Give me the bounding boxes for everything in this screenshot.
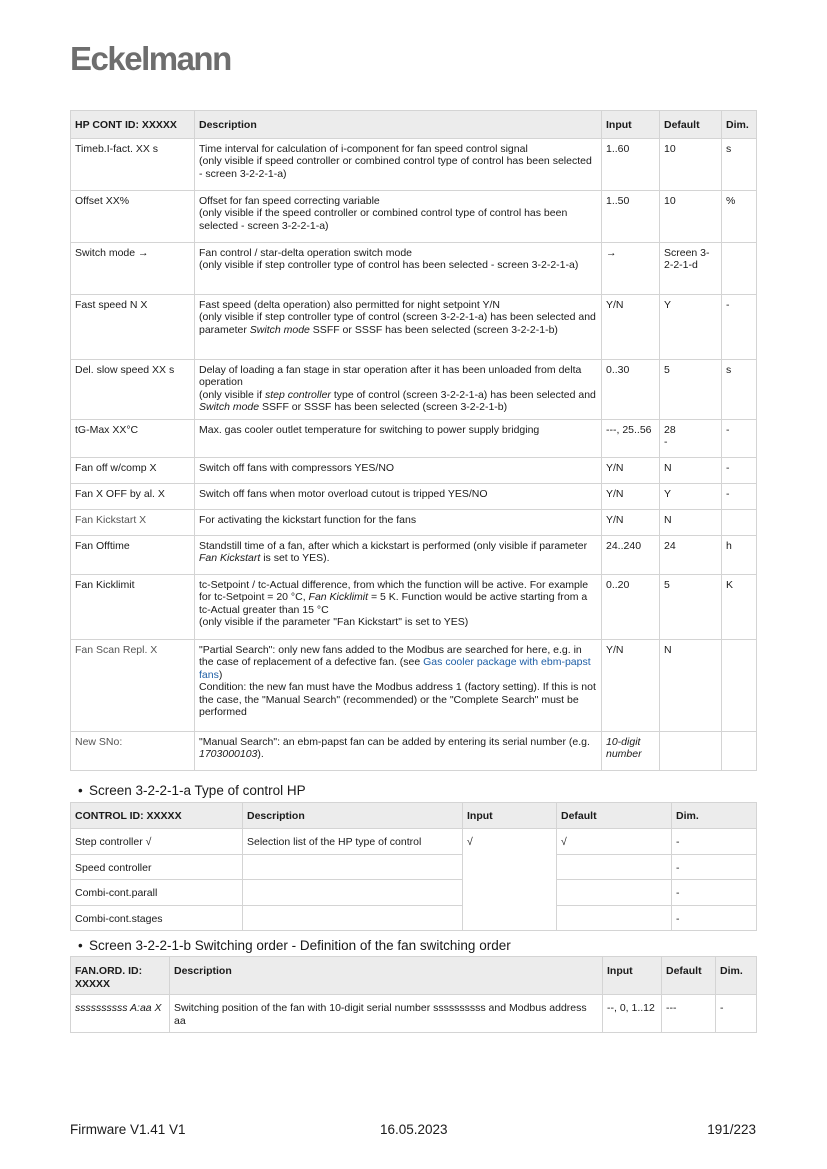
control-type-table	[70, 802, 757, 931]
description-cell: Max. gas cooler outlet temperature for switching to power supply bridging	[195, 419, 602, 457]
table-row	[71, 731, 757, 770]
dim-cell: -	[722, 457, 757, 483]
description-cell: Time interval for calculation of i-component for fan speed control signal (only visible if speed controller or combined control type of control has been selected - screen 3-2-2-1-a)	[195, 138, 602, 190]
dim-cell: -	[672, 880, 757, 906]
default-cell: √	[557, 829, 672, 855]
input-cell: 24..240	[602, 535, 660, 574]
dim-cell	[722, 731, 757, 770]
param-cell: ssssssssss A:aa X	[71, 995, 170, 1033]
param-cell: Fan Scan Repl. X	[71, 639, 195, 731]
input-cell: Y/N	[602, 294, 660, 359]
default-cell: 24	[660, 535, 722, 574]
default-cell: Y	[660, 294, 722, 359]
header-default: Default	[557, 803, 672, 829]
header-id: HP CONT ID: XXXXX	[71, 111, 195, 139]
input-cell: 0..30	[602, 359, 660, 419]
dim-cell: -	[672, 905, 757, 931]
hp-cont-parameter-table	[70, 110, 757, 771]
dim-cell	[722, 509, 757, 535]
section-a-heading: • Screen 3-2-2-1-a Type of control HP	[78, 783, 306, 798]
input-cell: 1..60	[602, 138, 660, 190]
input-cell: Y/N	[602, 483, 660, 509]
dim-cell: h	[722, 535, 757, 574]
dim-cell: s	[722, 359, 757, 419]
default-cell: ---	[662, 995, 716, 1033]
param-cell: tG-Max XX°C	[71, 419, 195, 457]
table-row	[71, 483, 757, 509]
table-row	[71, 854, 757, 880]
param-cell: Fan Offtime	[71, 535, 195, 574]
default-cell	[557, 854, 672, 880]
param-cell: Combi-cont.parall	[71, 880, 243, 906]
header-default: Default	[662, 957, 716, 995]
dim-cell: -	[722, 294, 757, 359]
table-row	[71, 242, 757, 294]
param-cell: Combi-cont.stages	[71, 905, 243, 931]
input-cell: →	[602, 242, 660, 294]
dim-cell: K	[722, 574, 757, 639]
header-description: Description	[170, 957, 603, 995]
description-cell: Offset for fan speed correcting variable (only visible if the speed controller or combined control type of control has been selected - screen 3-2-2-1-a)	[195, 190, 602, 242]
description-cell	[243, 880, 463, 906]
param-cell: Fast speed N X	[71, 294, 195, 359]
header-id: FAN.ORD. ID: XXXXX	[71, 957, 170, 995]
footer-date: 16.05.2023	[380, 1122, 448, 1137]
table-row	[71, 138, 757, 190]
table-header-row	[71, 111, 757, 139]
param-cell: Fan off w/comp X	[71, 457, 195, 483]
param-cell: Fan Kickstart X	[71, 509, 195, 535]
default-cell: 10	[660, 138, 722, 190]
dim-cell	[722, 639, 757, 731]
header-description: Description	[195, 111, 602, 139]
default-cell	[557, 880, 672, 906]
table-header-row	[71, 803, 757, 829]
description-cell: Fast speed (delta operation) also permitted for night setpoint Y/N (only visible if step controller type of control (screen 3-2-2-1-a) has been selected and parameter Switch mode SSFF or SSSF has been selected (screen 3-2-2-1-b)	[195, 294, 602, 359]
default-cell: 10	[660, 190, 722, 242]
dim-cell: -	[722, 419, 757, 457]
description-cell: "Manual Search": an ebm-papst fan can be added by entering its serial number (e.g. 1703000103).	[195, 731, 602, 770]
description-cell: Switch off fans when motor overload cutout is tripped YES/NO	[195, 483, 602, 509]
default-cell: Y	[660, 483, 722, 509]
header-dim: Dim.	[716, 957, 757, 995]
table-row	[71, 880, 757, 906]
default-cell: Screen 3-2-2-1-d	[660, 242, 722, 294]
input-cell: --, 0, 1..12	[603, 995, 662, 1033]
param-cell: Switch mode →	[71, 242, 195, 294]
input-cell: 0..20	[602, 574, 660, 639]
default-cell: 5	[660, 574, 722, 639]
table-row	[71, 419, 757, 457]
header-id: CONTROL ID: XXXXX	[71, 803, 243, 829]
param-cell: Step controller √	[71, 829, 243, 855]
default-cell	[660, 731, 722, 770]
header-input: Input	[602, 111, 660, 139]
description-cell: "Partial Search": only new fans added to the Modbus are searched for here, e.g. in the case of replacement of a defective fan. (see Gas cooler package with ebm-papst fans) Condition: the new fan must have the Modbus address 1 (factory setting). If this is not the case, the "Manual Search" (recommended) or the "Complete Search" must be performed	[195, 639, 602, 731]
dim-cell: -	[672, 829, 757, 855]
eckelmann-logo: Eckelmann	[70, 40, 231, 77]
table-row	[71, 995, 757, 1033]
default-cell	[557, 905, 672, 931]
dim-cell: s	[722, 138, 757, 190]
param-cell: Timeb.I-fact. XX s	[71, 138, 195, 190]
footer-page-number: 191/223	[707, 1122, 756, 1137]
table-row	[71, 294, 757, 359]
table-row	[71, 457, 757, 483]
input-cell: Y/N	[602, 639, 660, 731]
section-b-heading: • Screen 3-2-2-1-b Switching order - Definition of the fan switching order	[78, 938, 511, 953]
table-row	[71, 829, 757, 855]
table-row	[71, 574, 757, 639]
dim-cell: -	[672, 854, 757, 880]
description-cell: Standstill time of a fan, after which a kickstart is performed (only visible if parameter Fan Kickstart is set to YES).	[195, 535, 602, 574]
param-cell: Fan X OFF by al. X	[71, 483, 195, 509]
gas-cooler-package-link[interactable]: Gas cooler package with ebm-papst fans	[199, 656, 591, 681]
default-cell: N	[660, 639, 722, 731]
table-row	[71, 535, 757, 574]
table-row	[71, 190, 757, 242]
table-row	[71, 639, 757, 731]
description-cell: Delay of loading a fan stage in star operation after it has been unloaded from delta operation (only visible if step controller type of control (screen 3-2-2-1-a) has been selected and Switch mode SSFF or SSSF has been selected (screen 3-2-2-1-b)	[195, 359, 602, 419]
fan-switching-order-table	[70, 956, 757, 1033]
description-cell: Switching position of the fan with 10-digit serial number ssssssssss and Modbus address aa	[170, 995, 603, 1033]
param-cell: Speed controller	[71, 854, 243, 880]
header-input: Input	[603, 957, 662, 995]
table-row	[71, 905, 757, 931]
param-cell: Offset XX%	[71, 190, 195, 242]
description-cell: Selection list of the HP type of control	[243, 829, 463, 855]
default-cell: 5	[660, 359, 722, 419]
table-header-row	[71, 957, 757, 995]
description-cell	[243, 854, 463, 880]
input-cell: 10-digit number	[602, 731, 660, 770]
dim-cell	[722, 242, 757, 294]
table-row	[71, 359, 757, 419]
input-cell: Y/N	[602, 509, 660, 535]
param-cell: New SNo:	[71, 731, 195, 770]
footer-firmware: Firmware V1.41 V1	[70, 1122, 186, 1137]
description-cell	[243, 905, 463, 931]
description-cell: tc-Setpoint / tc-Actual difference, from which the function will be active. For example for tc-Setpoint = 20 °C, Fan Kicklimit = 5 K. Function would be active starting from a tc-Actual greater than 15 °C (only visible if the parameter "Fan Kickstart" is set to YES)	[195, 574, 602, 639]
header-dim: Dim.	[722, 111, 757, 139]
param-cell: Fan Kicklimit	[71, 574, 195, 639]
dim-cell: -	[722, 483, 757, 509]
default-cell: N	[660, 509, 722, 535]
param-cell: Del. slow speed XX s	[71, 359, 195, 419]
input-cell: 1..50	[602, 190, 660, 242]
input-cell: Y/N	[602, 457, 660, 483]
description-cell: For activating the kickstart function for the fans	[195, 509, 602, 535]
header-description: Description	[243, 803, 463, 829]
default-cell: N	[660, 457, 722, 483]
description-cell: Switch off fans with compressors YES/NO	[195, 457, 602, 483]
dim-cell: %	[722, 190, 757, 242]
table-row	[71, 509, 757, 535]
input-cell: ---, 25..56	[602, 419, 660, 457]
description-cell: Fan control / star-delta operation switch mode (only visible if step controller type of control has been selected - screen 3-2-2-1-a)	[195, 242, 602, 294]
dim-cell: -	[716, 995, 757, 1033]
header-input: Input	[463, 803, 557, 829]
input-cell: √	[463, 829, 557, 931]
header-default: Default	[660, 111, 722, 139]
default-cell: 28 -	[660, 419, 722, 457]
header-dim: Dim.	[672, 803, 757, 829]
